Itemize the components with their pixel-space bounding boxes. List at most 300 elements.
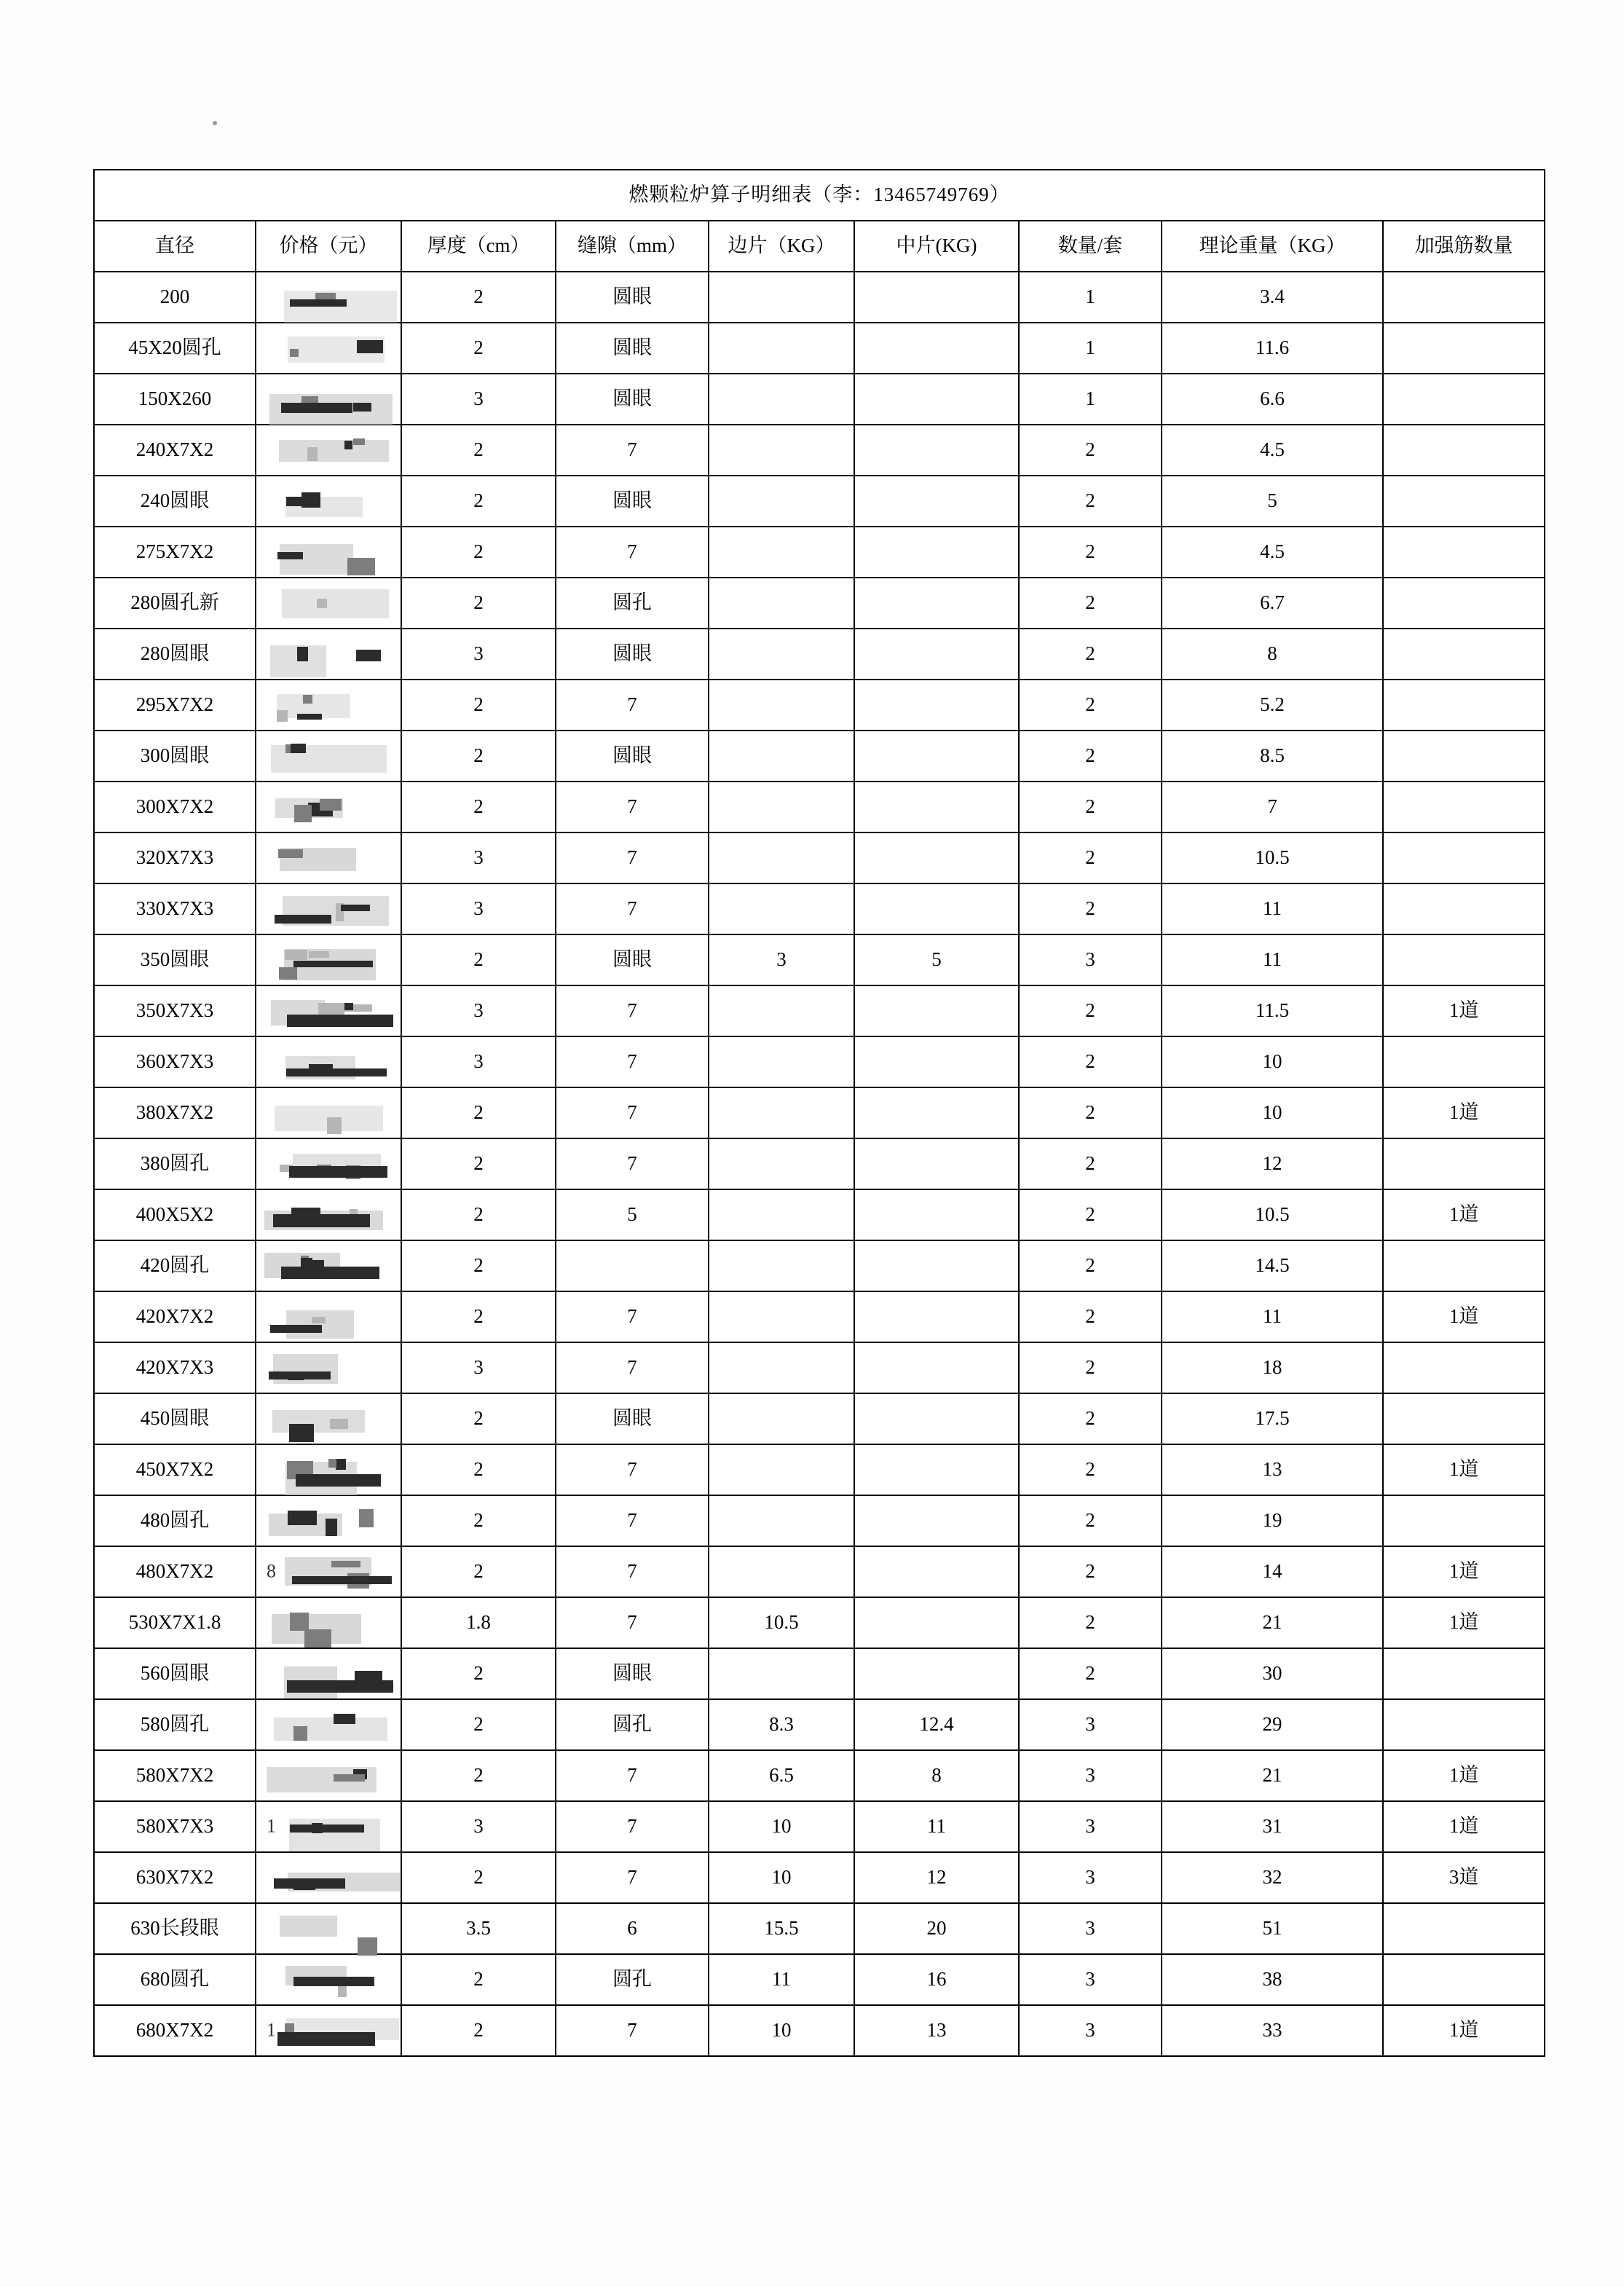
- cell-thickness: 2: [401, 578, 556, 629]
- cell-rib-count: [1383, 425, 1545, 476]
- cell-thickness: 3.5: [401, 1903, 556, 1954]
- table-row: [94, 1138, 1545, 1189]
- cell-thickness: 3: [401, 1036, 556, 1087]
- table-row: [94, 832, 1545, 883]
- cell-theoretical-weight: 14: [1162, 1546, 1383, 1597]
- redaction-smudge: [256, 1802, 401, 1851]
- cell-theoretical-weight: 4.5: [1162, 527, 1383, 578]
- cell-thickness: 2: [401, 1291, 556, 1342]
- redaction-smudge: [256, 731, 401, 781]
- cell-thickness: 2: [401, 1189, 556, 1240]
- cell-side-weight: [709, 1291, 854, 1342]
- cell-quantity: 2: [1019, 1444, 1162, 1495]
- cell-theoretical-weight: 51: [1162, 1903, 1383, 1954]
- cell-thickness: 2: [401, 1699, 556, 1750]
- cell-diameter: 350X7X3: [94, 985, 256, 1036]
- cell-mid-weight: 12: [854, 1852, 1019, 1903]
- cell-theoretical-weight: 11.5: [1162, 985, 1383, 1036]
- cell-price-redacted: [256, 272, 401, 323]
- table-row: [94, 1240, 1545, 1291]
- cell-diameter: 400X5X2: [94, 1189, 256, 1240]
- cell-theoretical-weight: 11: [1162, 883, 1383, 934]
- cell-theoretical-weight: 6.7: [1162, 578, 1383, 629]
- cell-gap: 7: [556, 1495, 709, 1546]
- cell-side-weight: [709, 1138, 854, 1189]
- redaction-smudge: [256, 1598, 401, 1648]
- cell-price-redacted: [256, 1903, 401, 1954]
- cell-price-redacted: [256, 1036, 401, 1087]
- cell-quantity: 2: [1019, 1546, 1162, 1597]
- cell-mid-weight: 5: [854, 934, 1019, 985]
- cell-thickness: 2: [401, 1648, 556, 1699]
- cell-theoretical-weight: 11: [1162, 934, 1383, 985]
- cell-gap: 7: [556, 527, 709, 578]
- cell-diameter: 420X7X2: [94, 1291, 256, 1342]
- cell-rib-count: [1383, 1138, 1545, 1189]
- cell-mid-weight: 8: [854, 1750, 1019, 1801]
- redaction-smudge: [256, 476, 401, 526]
- cell-side-weight: [709, 832, 854, 883]
- cell-quantity: 2: [1019, 1597, 1162, 1648]
- cell-theoretical-weight: 8: [1162, 629, 1383, 680]
- cell-diameter: 280圆孔新: [94, 578, 256, 629]
- cell-price-redacted: [256, 1801, 401, 1852]
- cell-price-redacted: [256, 1189, 401, 1240]
- cell-mid-weight: [854, 476, 1019, 527]
- cell-price-redacted: [256, 782, 401, 832]
- cell-quantity: 2: [1019, 476, 1162, 527]
- cell-theoretical-weight: 13: [1162, 1444, 1383, 1495]
- cell-thickness: 2: [401, 782, 556, 832]
- cell-price-redacted: [256, 1852, 401, 1903]
- cell-diameter: 580X7X2: [94, 1750, 256, 1801]
- cell-mid-weight: [854, 578, 1019, 629]
- cell-diameter: 630X7X2: [94, 1852, 256, 1903]
- cell-quantity: 2: [1019, 1648, 1162, 1699]
- cell-thickness: 2: [401, 476, 556, 527]
- cell-mid-weight: [854, 985, 1019, 1036]
- price-visible-fragment: 1: [267, 1815, 276, 1837]
- cell-gap: 7: [556, 680, 709, 731]
- cell-rib-count: [1383, 680, 1545, 731]
- cell-rib-count: 1道: [1383, 2005, 1545, 2056]
- cell-quantity: 1: [1019, 272, 1162, 323]
- cell-mid-weight: [854, 1444, 1019, 1495]
- table-header-row: [94, 221, 1545, 272]
- cell-thickness: 3: [401, 985, 556, 1036]
- cell-diameter: 560圆眼: [94, 1648, 256, 1699]
- cell-rib-count: [1383, 1495, 1545, 1546]
- table-row: [94, 425, 1545, 476]
- cell-gap: 圆眼: [556, 629, 709, 680]
- cell-side-weight: 11: [709, 1954, 854, 2005]
- cell-diameter: 450X7X2: [94, 1444, 256, 1495]
- cell-rib-count: [1383, 1954, 1545, 2005]
- redaction-smudge: [256, 1496, 401, 1546]
- cell-gap: 7: [556, 1597, 709, 1648]
- redaction-smudge: [256, 1853, 401, 1902]
- cell-side-weight: [709, 883, 854, 934]
- cell-gap: 圆眼: [556, 374, 709, 425]
- cell-mid-weight: [854, 1291, 1019, 1342]
- cell-gap: 圆眼: [556, 934, 709, 985]
- redaction-smudge: [256, 1139, 401, 1189]
- cell-rib-count: [1383, 578, 1545, 629]
- cell-mid-weight: [854, 323, 1019, 374]
- cell-quantity: 2: [1019, 578, 1162, 629]
- cell-gap: 7: [556, 832, 709, 883]
- table-row: [94, 272, 1545, 323]
- cell-gap: 7: [556, 782, 709, 832]
- cell-gap: 圆眼: [556, 272, 709, 323]
- cell-price-redacted: [256, 476, 401, 527]
- cell-theoretical-weight: 14.5: [1162, 1240, 1383, 1291]
- cell-quantity: 3: [1019, 2005, 1162, 2056]
- cell-diameter: 630长段眼: [94, 1903, 256, 1954]
- table-row: [94, 934, 1545, 985]
- cell-side-weight: [709, 272, 854, 323]
- table-row: [94, 782, 1545, 832]
- cell-diameter: 530X7X1.8: [94, 1597, 256, 1648]
- redaction-smudge: [256, 1394, 401, 1444]
- cell-quantity: 2: [1019, 985, 1162, 1036]
- cell-gap: 7: [556, 1342, 709, 1393]
- cell-quantity: 2: [1019, 1138, 1162, 1189]
- cell-price-redacted: [256, 883, 401, 934]
- cell-mid-weight: 16: [854, 1954, 1019, 2005]
- table-row: [94, 2005, 1545, 2056]
- cell-quantity: 2: [1019, 680, 1162, 731]
- cell-price-redacted: [256, 1750, 401, 1801]
- cell-theoretical-weight: 17.5: [1162, 1393, 1383, 1444]
- cell-diameter: 420圆孔: [94, 1240, 256, 1291]
- cell-rib-count: [1383, 1240, 1545, 1291]
- cell-thickness: 2: [401, 2005, 556, 2056]
- cell-theoretical-weight: 8.5: [1162, 731, 1383, 782]
- cell-quantity: 3: [1019, 1852, 1162, 1903]
- cell-side-weight: [709, 629, 854, 680]
- cell-mid-weight: [854, 782, 1019, 832]
- redaction-smudge: [256, 1088, 401, 1138]
- cell-thickness: 2: [401, 272, 556, 323]
- redaction-smudge: [256, 1700, 401, 1749]
- cell-thickness: 2: [401, 1444, 556, 1495]
- cell-gap: [556, 1240, 709, 1291]
- cell-price-redacted: [256, 2005, 401, 2056]
- cell-theoretical-weight: 33: [1162, 2005, 1383, 2056]
- cell-quantity: 2: [1019, 1495, 1162, 1546]
- cell-quantity: 2: [1019, 1291, 1162, 1342]
- cell-side-weight: 8.3: [709, 1699, 854, 1750]
- scan-speck: [213, 121, 217, 125]
- redaction-smudge: [256, 1445, 401, 1495]
- cell-side-weight: [709, 1546, 854, 1597]
- redaction-smudge: [256, 935, 401, 985]
- redaction-smudge: [256, 272, 401, 322]
- table-row: [94, 1852, 1545, 1903]
- cell-side-weight: [709, 1393, 854, 1444]
- cell-gap: 5: [556, 1189, 709, 1240]
- cell-thickness: 2: [401, 1954, 556, 2005]
- cell-gap: 7: [556, 1087, 709, 1138]
- cell-side-weight: 3: [709, 934, 854, 985]
- cell-mid-weight: [854, 1393, 1019, 1444]
- cell-rib-count: 1道: [1383, 1087, 1545, 1138]
- cell-mid-weight: [854, 272, 1019, 323]
- cell-side-weight: 10: [709, 1801, 854, 1852]
- cell-thickness: 2: [401, 1240, 556, 1291]
- cell-gap: 圆眼: [556, 1648, 709, 1699]
- cell-diameter: 45X20圆孔: [94, 323, 256, 374]
- cell-gap: 圆眼: [556, 731, 709, 782]
- cell-thickness: 2: [401, 934, 556, 985]
- cell-side-weight: [709, 1648, 854, 1699]
- cell-quantity: 2: [1019, 1036, 1162, 1087]
- table-row: [94, 578, 1545, 629]
- cell-quantity: 2: [1019, 1393, 1162, 1444]
- cell-price-redacted: [256, 1699, 401, 1750]
- cell-theoretical-weight: 10.5: [1162, 1189, 1383, 1240]
- cell-theoretical-weight: 19: [1162, 1495, 1383, 1546]
- cell-rib-count: 1道: [1383, 1546, 1545, 1597]
- cell-side-weight: [709, 680, 854, 731]
- redaction-smudge: [256, 323, 401, 373]
- cell-rib-count: [1383, 374, 1545, 425]
- cell-thickness: 3: [401, 832, 556, 883]
- cell-quantity: 2: [1019, 883, 1162, 934]
- redaction-smudge: [256, 1190, 401, 1240]
- table-row: [94, 1954, 1545, 2005]
- cell-price-redacted: [256, 1240, 401, 1291]
- cell-quantity: 3: [1019, 934, 1162, 985]
- cell-side-weight: [709, 1087, 854, 1138]
- cell-rib-count: 1道: [1383, 1801, 1545, 1852]
- redaction-smudge: [256, 833, 401, 883]
- table-row: [94, 985, 1545, 1036]
- cell-rib-count: [1383, 731, 1545, 782]
- redaction-smudge: [256, 629, 401, 679]
- cell-price-redacted: [256, 1495, 401, 1546]
- redaction-smudge: [256, 1904, 401, 1953]
- cell-side-weight: 15.5: [709, 1903, 854, 1954]
- cell-side-weight: [709, 323, 854, 374]
- cell-quantity: 1: [1019, 323, 1162, 374]
- cell-theoretical-weight: 10: [1162, 1036, 1383, 1087]
- cell-thickness: 2: [401, 1546, 556, 1597]
- table-row: [94, 1801, 1545, 1852]
- cell-side-weight: [709, 1240, 854, 1291]
- cell-mid-weight: [854, 731, 1019, 782]
- cell-theoretical-weight: 5.2: [1162, 680, 1383, 731]
- cell-diameter: 420X7X3: [94, 1342, 256, 1393]
- cell-mid-weight: [854, 1087, 1019, 1138]
- cell-theoretical-weight: 11: [1162, 1291, 1383, 1342]
- cell-diameter: 480X7X2: [94, 1546, 256, 1597]
- cell-quantity: 2: [1019, 425, 1162, 476]
- table-row: [94, 323, 1545, 374]
- cell-quantity: 3: [1019, 1750, 1162, 1801]
- redaction-smudge: [256, 1751, 401, 1800]
- cell-diameter: 680X7X2: [94, 2005, 256, 2056]
- cell-quantity: 2: [1019, 527, 1162, 578]
- cell-theoretical-weight: 3.4: [1162, 272, 1383, 323]
- cell-diameter: 380圆孔: [94, 1138, 256, 1189]
- cell-side-weight: [709, 1444, 854, 1495]
- cell-side-weight: [709, 374, 854, 425]
- cell-theoretical-weight: 21: [1162, 1750, 1383, 1801]
- column-header: 厚度（cm）: [401, 221, 556, 272]
- redaction-smudge: [256, 680, 401, 730]
- cell-quantity: 1: [1019, 374, 1162, 425]
- cell-theoretical-weight: 6.6: [1162, 374, 1383, 425]
- cell-rib-count: 3道: [1383, 1852, 1545, 1903]
- table-row: [94, 374, 1545, 425]
- cell-theoretical-weight: 10.5: [1162, 832, 1383, 883]
- cell-side-weight: [709, 1189, 854, 1240]
- cell-diameter: 680圆孔: [94, 1954, 256, 2005]
- cell-thickness: 2: [401, 1087, 556, 1138]
- cell-mid-weight: [854, 1546, 1019, 1597]
- cell-mid-weight: [854, 1138, 1019, 1189]
- redaction-smudge: [256, 425, 401, 475]
- column-header: 理论重量（KG）: [1162, 221, 1383, 272]
- cell-mid-weight: [854, 629, 1019, 680]
- cell-diameter: 330X7X3: [94, 883, 256, 934]
- column-header: 直径: [94, 221, 256, 272]
- cell-price-redacted: [256, 527, 401, 578]
- cell-gap: 7: [556, 1801, 709, 1852]
- cell-diameter: 150X260: [94, 374, 256, 425]
- cell-quantity: 2: [1019, 1087, 1162, 1138]
- cell-quantity: 2: [1019, 832, 1162, 883]
- cell-quantity: 3: [1019, 1699, 1162, 1750]
- cell-gap: 7: [556, 425, 709, 476]
- cell-rib-count: [1383, 1393, 1545, 1444]
- table-row: [94, 1903, 1545, 1954]
- cell-mid-weight: [854, 425, 1019, 476]
- cell-thickness: 3: [401, 883, 556, 934]
- cell-thickness: 3: [401, 629, 556, 680]
- cell-theoretical-weight: 32: [1162, 1852, 1383, 1903]
- cell-theoretical-weight: 10: [1162, 1087, 1383, 1138]
- cell-side-weight: 10: [709, 1852, 854, 1903]
- table-row: [94, 1393, 1545, 1444]
- redaction-smudge: [256, 374, 401, 424]
- cell-side-weight: [709, 782, 854, 832]
- cell-price-redacted: [256, 1648, 401, 1699]
- cell-gap: 7: [556, 1546, 709, 1597]
- cell-thickness: 2: [401, 1750, 556, 1801]
- cell-gap: 圆孔: [556, 578, 709, 629]
- cell-side-weight: [709, 425, 854, 476]
- table-row: [94, 1699, 1545, 1750]
- cell-thickness: 2: [401, 1852, 556, 1903]
- cell-gap: 7: [556, 1138, 709, 1189]
- cell-rib-count: [1383, 1036, 1545, 1087]
- cell-gap: 7: [556, 985, 709, 1036]
- cell-diameter: 200: [94, 272, 256, 323]
- cell-price-redacted: [256, 1291, 401, 1342]
- cell-gap: 7: [556, 2005, 709, 2056]
- cell-quantity: 2: [1019, 782, 1162, 832]
- cell-theoretical-weight: 4.5: [1162, 425, 1383, 476]
- cell-rib-count: [1383, 476, 1545, 527]
- table-row: [94, 1597, 1545, 1648]
- cell-rib-count: [1383, 323, 1545, 374]
- redaction-smudge: [256, 527, 401, 577]
- cell-rib-count: [1383, 883, 1545, 934]
- cell-thickness: 2: [401, 680, 556, 731]
- cell-rib-count: [1383, 934, 1545, 985]
- cell-mid-weight: [854, 680, 1019, 731]
- table-row: [94, 1495, 1545, 1546]
- cell-gap: 7: [556, 1444, 709, 1495]
- cell-mid-weight: 13: [854, 2005, 1019, 2056]
- cell-thickness: 3: [401, 374, 556, 425]
- cell-theoretical-weight: 18: [1162, 1342, 1383, 1393]
- table-row: [94, 1189, 1545, 1240]
- cell-diameter: 580圆孔: [94, 1699, 256, 1750]
- redaction-smudge: [256, 578, 401, 628]
- cell-mid-weight: [854, 1648, 1019, 1699]
- cell-rib-count: 1道: [1383, 1444, 1545, 1495]
- cell-gap: 圆孔: [556, 1699, 709, 1750]
- cell-quantity: 2: [1019, 1342, 1162, 1393]
- column-header: 缝隙（mm）: [556, 221, 709, 272]
- cell-side-weight: [709, 527, 854, 578]
- table-row: [94, 1444, 1545, 1495]
- cell-price-redacted: [256, 1138, 401, 1189]
- cell-diameter: 360X7X3: [94, 1036, 256, 1087]
- cell-mid-weight: [854, 374, 1019, 425]
- cell-diameter: 280圆眼: [94, 629, 256, 680]
- cell-price-redacted: [256, 1393, 401, 1444]
- cell-price-redacted: [256, 1087, 401, 1138]
- cell-rib-count: [1383, 1903, 1545, 1954]
- cell-diameter: 380X7X2: [94, 1087, 256, 1138]
- cell-gap: 圆孔: [556, 1954, 709, 2005]
- cell-rib-count: [1383, 272, 1545, 323]
- cell-theoretical-weight: 29: [1162, 1699, 1383, 1750]
- table-row: [94, 1291, 1545, 1342]
- cell-side-weight: [709, 1342, 854, 1393]
- column-header: 中片(KG): [854, 221, 1019, 272]
- column-header: 价格（元）: [256, 221, 401, 272]
- cell-side-weight: [709, 1036, 854, 1087]
- cell-gap: 7: [556, 1036, 709, 1087]
- cell-theoretical-weight: 30: [1162, 1648, 1383, 1699]
- cell-mid-weight: [854, 883, 1019, 934]
- redaction-smudge: [256, 782, 401, 832]
- table-row: [94, 527, 1545, 578]
- cell-gap: 7: [556, 883, 709, 934]
- cell-price-redacted: [256, 985, 401, 1036]
- cell-price-redacted: [256, 680, 401, 731]
- cell-mid-weight: [854, 1342, 1019, 1393]
- cell-side-weight: 10.5: [709, 1597, 854, 1648]
- cell-price-redacted: [256, 1954, 401, 2005]
- cell-gap: 圆眼: [556, 323, 709, 374]
- cell-diameter: 240圆眼: [94, 476, 256, 527]
- price-list-sheet: [93, 169, 1544, 2057]
- cell-thickness: 1.8: [401, 1597, 556, 1648]
- cell-mid-weight: 20: [854, 1903, 1019, 1954]
- cell-quantity: 2: [1019, 731, 1162, 782]
- cell-diameter: 240X7X2: [94, 425, 256, 476]
- table-row: [94, 1342, 1545, 1393]
- cell-rib-count: 1道: [1383, 1189, 1545, 1240]
- cell-price-redacted: [256, 323, 401, 374]
